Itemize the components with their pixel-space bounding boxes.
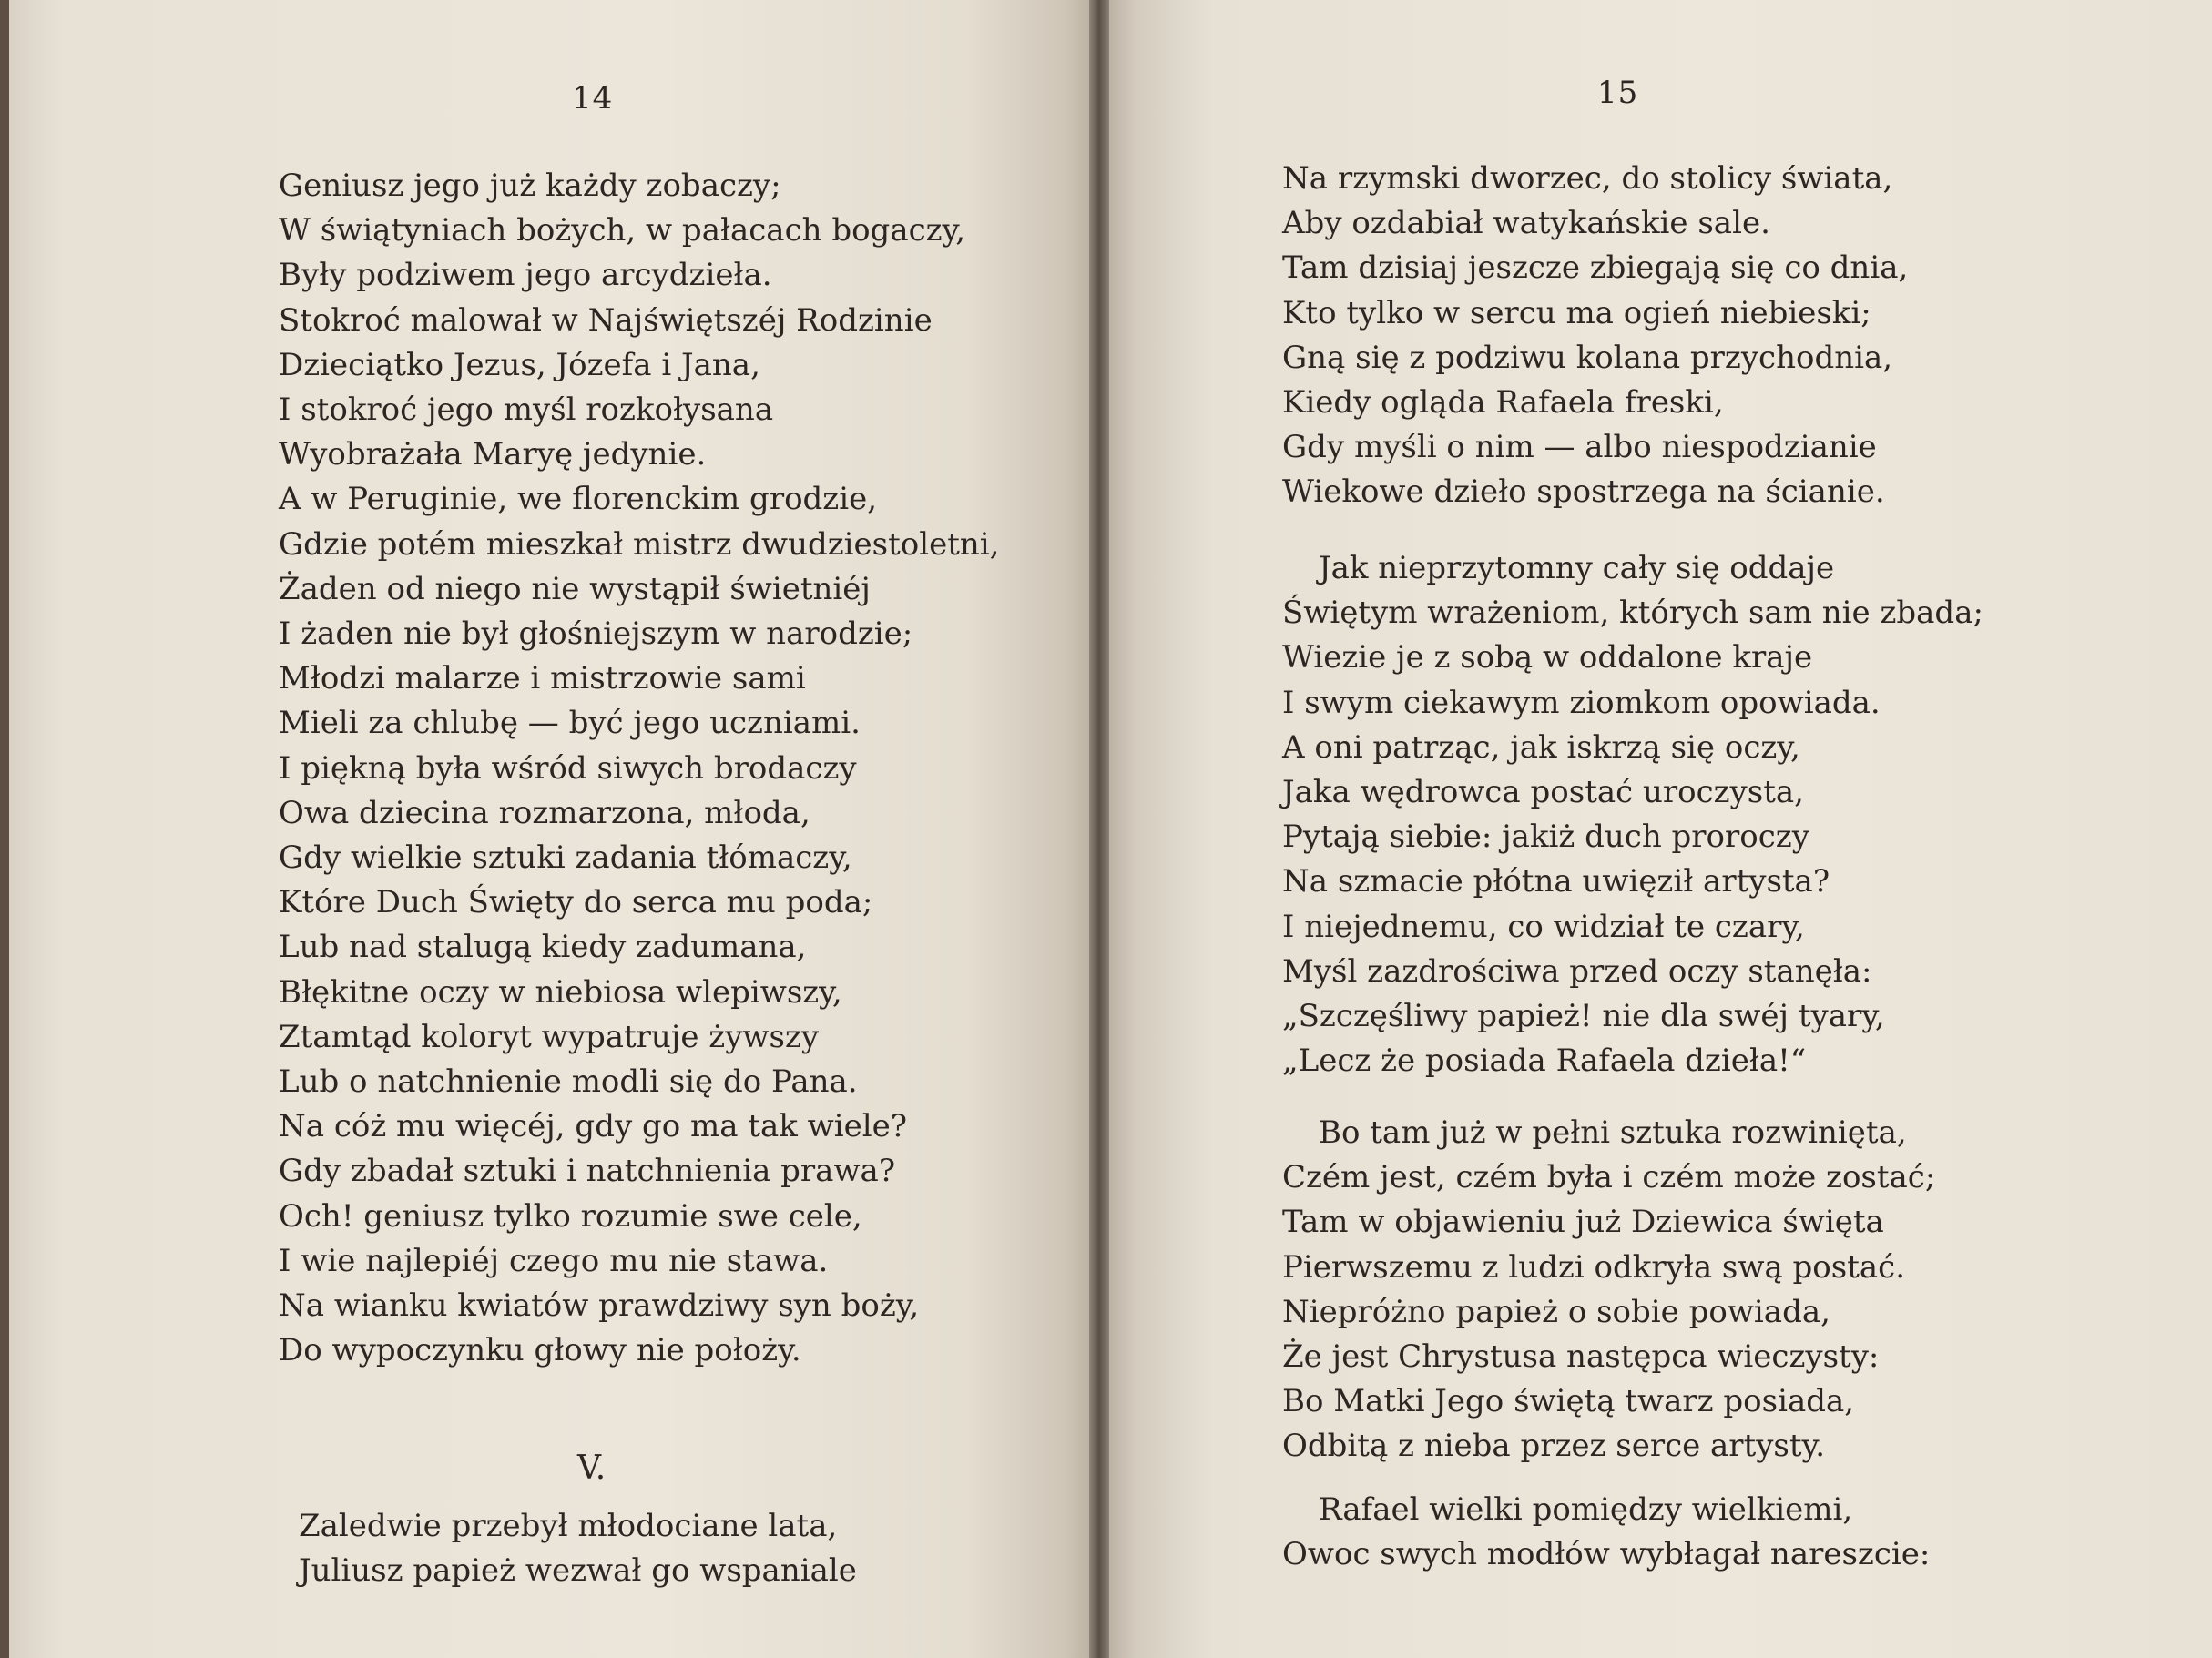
- poem-line: W świątyniach bożych, w pałacach bogaczy,: [279, 212, 966, 249]
- poem-line: A w Peruginie, we florenckim grodzie,: [279, 481, 878, 518]
- poem-line: Rafael wielki pomiędzy wielkiemi,: [1319, 1491, 1853, 1528]
- poem-line: „Szczęśliwy papież! nie dla swéj tyary,: [1282, 998, 1885, 1035]
- stanza-1: [1282, 157, 1908, 515]
- poem-line: Na cóż mu więcéj, gdy go ma tak wiele?: [279, 1108, 907, 1145]
- poem-line: I swym ciekawym ziomkom opowiada.: [1282, 684, 1881, 721]
- poem-line: I stokroć jego myśl rozkołysana: [279, 392, 774, 429]
- poem-line: Pytają siebie: jakiż duch proroczy: [1282, 819, 1809, 856]
- page-number-right: 15: [1597, 75, 1639, 111]
- poem-line: Niepróżno papież o sobie powiada,: [1282, 1293, 1830, 1330]
- stanza-4: [1282, 1488, 1930, 1577]
- poem-line: Młodzi malarze i mistrzowie sami: [279, 660, 806, 697]
- page-number-left: 14: [572, 80, 614, 117]
- poem-line: Wiekowe dzieło spostrzega na ścianie.: [1282, 473, 1885, 511]
- poem-line: „Lecz że posiada Rafaela dzieła!“: [1282, 1043, 1807, 1080]
- poem-line: Gdy myśli o nim — albo niespodzianie: [1282, 429, 1877, 466]
- poem-line: Wiezie je z sobą w oddalone kraje: [1282, 639, 1813, 676]
- poem-line: Pierwszemu z ludzi odkryła swą postać.: [1282, 1248, 1906, 1286]
- poem-line: Myśl zazdrościwa przed oczy stanęła:: [1282, 952, 1872, 990]
- left-page-poem: [279, 164, 999, 1373]
- poem-line: Na rzymski dworzec, do stolicy świata,: [1282, 160, 1893, 197]
- poem-line: Kto tylko w sercu ma ogień niebieski;: [1282, 294, 1871, 331]
- poem-line: Owa dziecina rozmarzona, młoda,: [279, 794, 810, 831]
- section-poem: [299, 1504, 857, 1593]
- stanza-3: [1282, 1111, 1935, 1470]
- poem-line: Gną się z podziwu kolana przychodnia,: [1282, 339, 1893, 376]
- poem-line: I piękną była wśród siwych brodaczy: [279, 749, 857, 787]
- right-page: [1102, 0, 2212, 1658]
- poem-line: Że jest Chrystusa następca wieczysty:: [1282, 1338, 1880, 1376]
- poem-line: I żaden nie był głośniejszym w narodzie;: [279, 615, 913, 653]
- poem-line: Aby ozdabiał watykańskie sale.: [1282, 205, 1770, 242]
- poem-line: I niejednemu, co widział te czary,: [1282, 908, 1805, 945]
- left-page: [9, 0, 1097, 1658]
- poem-line: Odbitą z nieba przez serce artysty.: [1282, 1428, 1826, 1465]
- poem-line: Żaden od niego nie wystąpił świetniéj: [279, 570, 871, 607]
- poem-line: Jaka wędrowca postać uroczysta,: [1282, 774, 1804, 811]
- poem-line: Bo Matki Jego świętą twarz posiada,: [1282, 1383, 1855, 1420]
- poem-line: Ztamtąd koloryt wypatruje żywszy: [279, 1018, 820, 1055]
- poem-line: Och! geniusz tylko rozumie swe cele,: [279, 1197, 862, 1235]
- poem-line: Jak nieprzytomny cały się oddaje: [1319, 550, 1835, 586]
- poem-line: Błękitne oczy w niebiosa wlepiwszy,: [279, 973, 842, 1011]
- poem-line: Lub o natchnienie modli się do Pana.: [279, 1063, 858, 1101]
- poem-line: Gdzie potém mieszkał mistrz dwudziestoletni,: [279, 525, 1000, 563]
- poem-line: Na wianku kwiatów prawdziwy syn boży,: [279, 1287, 920, 1325]
- poem-line: I wie najlepiéj czego mu nie stawa.: [279, 1242, 829, 1279]
- poem-line: Mieli za chlubę — być jego uczniami.: [279, 705, 861, 742]
- poem-line: Świętym wrażeniom, których sam nie zbada;: [1282, 595, 1983, 632]
- poem-line: A oni patrząc, jak iskrzą się oczy,: [1282, 728, 1800, 766]
- poem-line: Kiedy ogląda Rafaela freski,: [1282, 384, 1724, 422]
- poem-line: Do wypoczynku głowy nie położy.: [279, 1332, 801, 1369]
- poem-line: Lub nad stalugą kiedy zadumana,: [279, 929, 807, 966]
- poem-line: Tam w objawieniu już Dziewica święta: [1282, 1204, 1884, 1241]
- poem-line: Gdy wielkie sztuki zadania tłómaczy,: [279, 839, 852, 877]
- poem-line: Juliusz papież wezwał go wspaniale: [299, 1552, 857, 1590]
- poem-line: Zaledwie przebył młodociane lata,: [299, 1508, 838, 1544]
- poem-line: Były podziwem jego arcydzieła.: [279, 257, 772, 294]
- poem-line: Na szmacie płótna uwięził artysta?: [1282, 863, 1830, 900]
- poem-line: Stokroć malował w Najświętszéj Rodzinie: [279, 301, 933, 339]
- poem-line: Gdy zbadał sztuki i natchnienia prawa?: [279, 1153, 896, 1190]
- stanza-2: [1282, 546, 1983, 1083]
- poem-line: Które Duch Święty do serca mu poda;: [279, 884, 873, 921]
- poem-line: Dzieciątko Jezus, Józefa i Jana,: [279, 346, 760, 383]
- poem-line: Bo tam już w pełni sztuka rozwinięta,: [1319, 1114, 1907, 1151]
- section-heading: V.: [577, 1449, 607, 1487]
- book-gutter: [1089, 0, 1109, 1658]
- poem-line: Owoc swych modłów wybłagał nareszcie:: [1282, 1536, 1931, 1573]
- poem-line: Geniusz jego już każdy zobaczy;: [279, 168, 781, 204]
- poem-line: Tam dzisiaj jeszcze zbiegają się co dnia,: [1282, 249, 1909, 287]
- poem-line: Wyobrażała Maryę jedynie.: [279, 436, 707, 473]
- poem-line: Czém jest, czém była i czém może zostać;: [1282, 1159, 1936, 1196]
